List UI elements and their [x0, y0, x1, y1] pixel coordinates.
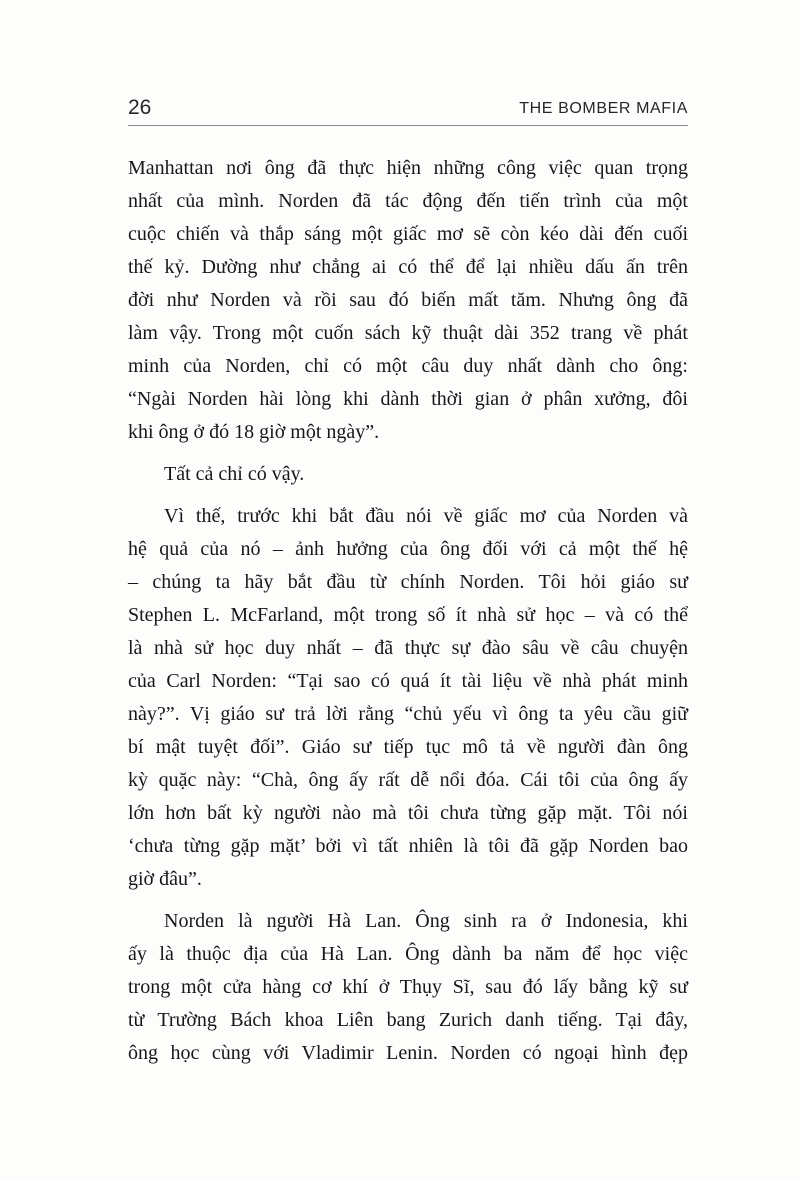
text-line: của Carl Norden: “Tại sao có quá ít tài liệu về nhà phát minh [128, 670, 688, 692]
text-line: này?”. Vị giáo sư trả lời rằng “chủ yếu vì ông ta yêu cầu giữ [128, 703, 688, 725]
text-line: – chúng ta hãy bắt đầu từ chính Norden. Tôi hỏi giáo sư [128, 571, 688, 593]
text-line: khi ông ở đó 18 giờ một ngày”. [128, 421, 380, 443]
text-line: là nhà sử học duy nhất – đã thực sự đào sâu về câu chuyện [128, 637, 688, 659]
text-line: Tất cả chỉ có vậy. [164, 463, 305, 485]
text-line: kỳ quặc này: “Chà, ông ấy rất dễ nổi đóa. Cái tôi của ông ấy [128, 769, 688, 791]
text-line: ông học cùng với Vladimir Lenin. Norden có ngoại hình đẹp [128, 1042, 688, 1064]
text-line: “Ngài Norden hài lòng khi dành thời gian ở phân xưởng, đôi [128, 388, 688, 410]
text-line: thế kỷ. Dường như chẳng ai có thể để lại nhiều dấu ấn trên [128, 256, 688, 278]
text-line: ‘chưa từng gặp mặt’ bởi vì tất nhiên là tôi đã gặp Norden bao [128, 835, 688, 857]
text-line: Manhattan nơi ông đã thực hiện những công việc quan trọng [128, 157, 688, 179]
paragraph [128, 500, 688, 896]
text-line: trong một cửa hàng cơ khí ở Thụy Sĩ, sau đó lấy bằng kỹ sư [128, 976, 688, 998]
text-line: minh của Norden, chỉ có một câu duy nhất dành cho ông: [128, 355, 688, 377]
text-line: giờ đâu”. [128, 868, 202, 890]
text-line: từ Trường Bách khoa Liên bang Zurich danh tiếng. Tại đây, [128, 1009, 688, 1031]
text-line: nhất của mình. Norden đã tác động đến tiến trình của một [128, 190, 688, 212]
text-line: lớn hơn bất kỳ người nào mà tôi chưa từng gặp mặt. Tôi nói [128, 802, 688, 824]
paragraph [128, 905, 688, 1070]
text-line: hệ quả của nó – ảnh hưởng của ông đối với cả một thế hệ [128, 538, 688, 560]
paragraph [128, 152, 688, 449]
running-header-title: THE BOMBER MAFIA [519, 100, 688, 117]
text-line: làm vậy. Trong một cuốn sách kỹ thuật dài 352 trang về phát [128, 322, 688, 344]
text-line: cuộc chiến và thắp sáng một giấc mơ sẽ còn kéo dài đến cuối [128, 223, 688, 245]
text-line: bí mật tuyệt đối”. Giáo sư tiếp tục mô tả về người đàn ông [128, 736, 688, 758]
page-number: 26 [128, 96, 152, 119]
text-line: Norden là người Hà Lan. Ông sinh ra ở Indonesia, khi [164, 910, 688, 932]
page-body-text [128, 152, 688, 1070]
text-line: Stephen L. McFarland, một trong số ít nhà sử học – và có thể [128, 604, 688, 626]
paragraph [128, 458, 688, 491]
text-line: đời như Norden và rồi sau đó biến mất tăm. Nhưng ông đã [128, 289, 688, 311]
text-line: ấy là thuộc địa của Hà Lan. Ông dành ba năm để học việc [128, 943, 688, 965]
running-header [128, 96, 688, 126]
text-line: Vì thế, trước khi bắt đầu nói về giấc mơ của Norden và [164, 505, 688, 527]
